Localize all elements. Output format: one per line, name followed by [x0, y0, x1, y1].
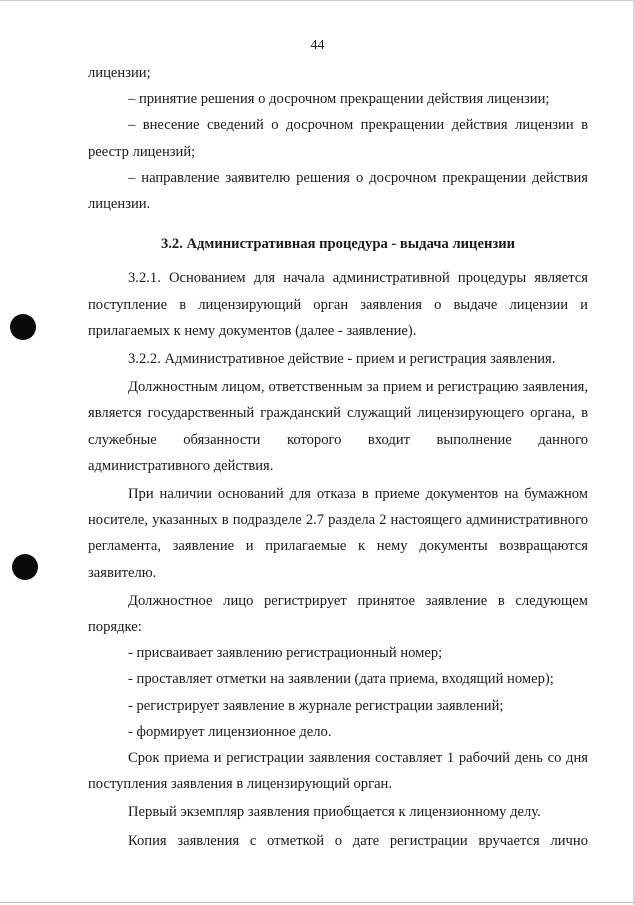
list-item: - формирует лицензионное дело. — [128, 723, 332, 740]
page-edge-bottom — [0, 902, 635, 903]
punch-hole-top — [10, 314, 36, 340]
list-item: – принятие решения о досрочном прекращении действия лицензии; — [128, 91, 550, 108]
list-item-continuation: реестр лицензий; — [88, 143, 196, 160]
page-body — [88, 60, 588, 854]
paragraph: Копия заявления с отметкой о дате регистрации вручается лично — [128, 832, 588, 849]
paragraph: При наличии оснований для отказа в приеме документов на бумажном носителе, указанных в подразделе 2.7 раздела 2 настоящего административного регламента, заявление и прилагаемые к нему документы возвращаются заявителю. — [88, 486, 588, 581]
list-item: – направление заявителю решения о досрочном прекращении действия — [128, 169, 588, 186]
paragraph: Срок приема и регистрации заявления составляет 1 рабочий день со дня поступления заявления в лицензирующий орган. — [88, 750, 588, 793]
paragraph: 3.2.1. Основанием для начала административной процедуры является поступление в лицензирующий орган заявления о выдаче лицензии и прилагаемых к нему документов (далее - заявление). — [88, 270, 588, 339]
list-item: - регистрирует заявление в журнале регистрации заявлений; — [128, 697, 504, 714]
text-line: лицензии; — [88, 65, 151, 81]
punch-hole-bottom — [12, 554, 38, 580]
page-number: 44 — [310, 38, 325, 53]
list-item: - проставляет отметки на заявлении (дата приема, входящий номер); — [128, 671, 554, 688]
page-edge-top — [0, 0, 635, 1]
list-item: - присваивает заявлению регистрационный номер; — [128, 645, 443, 662]
list-item: – внесение сведений о досрочном прекращении действия лицензии в — [128, 117, 588, 134]
paragraph: Первый экземпляр заявления приобщается к лицензионному делу. — [128, 804, 541, 821]
paragraph: 3.2.2. Административное действие - прием и регистрация заявления. — [128, 351, 556, 368]
section-heading: 3.2. Административная процедура - выдача лицензии — [160, 236, 516, 253]
list-item-continuation: лицензии. — [88, 196, 151, 213]
paragraph: Должностным лицом, ответственным за прием и регистрацию заявления, является государственный гражданский служащий лицензирующего органа, в служебные обязанности которого входит выполнение данного административного действия. — [88, 379, 588, 474]
paragraph: Должностное лицо регистрирует принятое заявление в следующем порядке: — [88, 592, 588, 636]
